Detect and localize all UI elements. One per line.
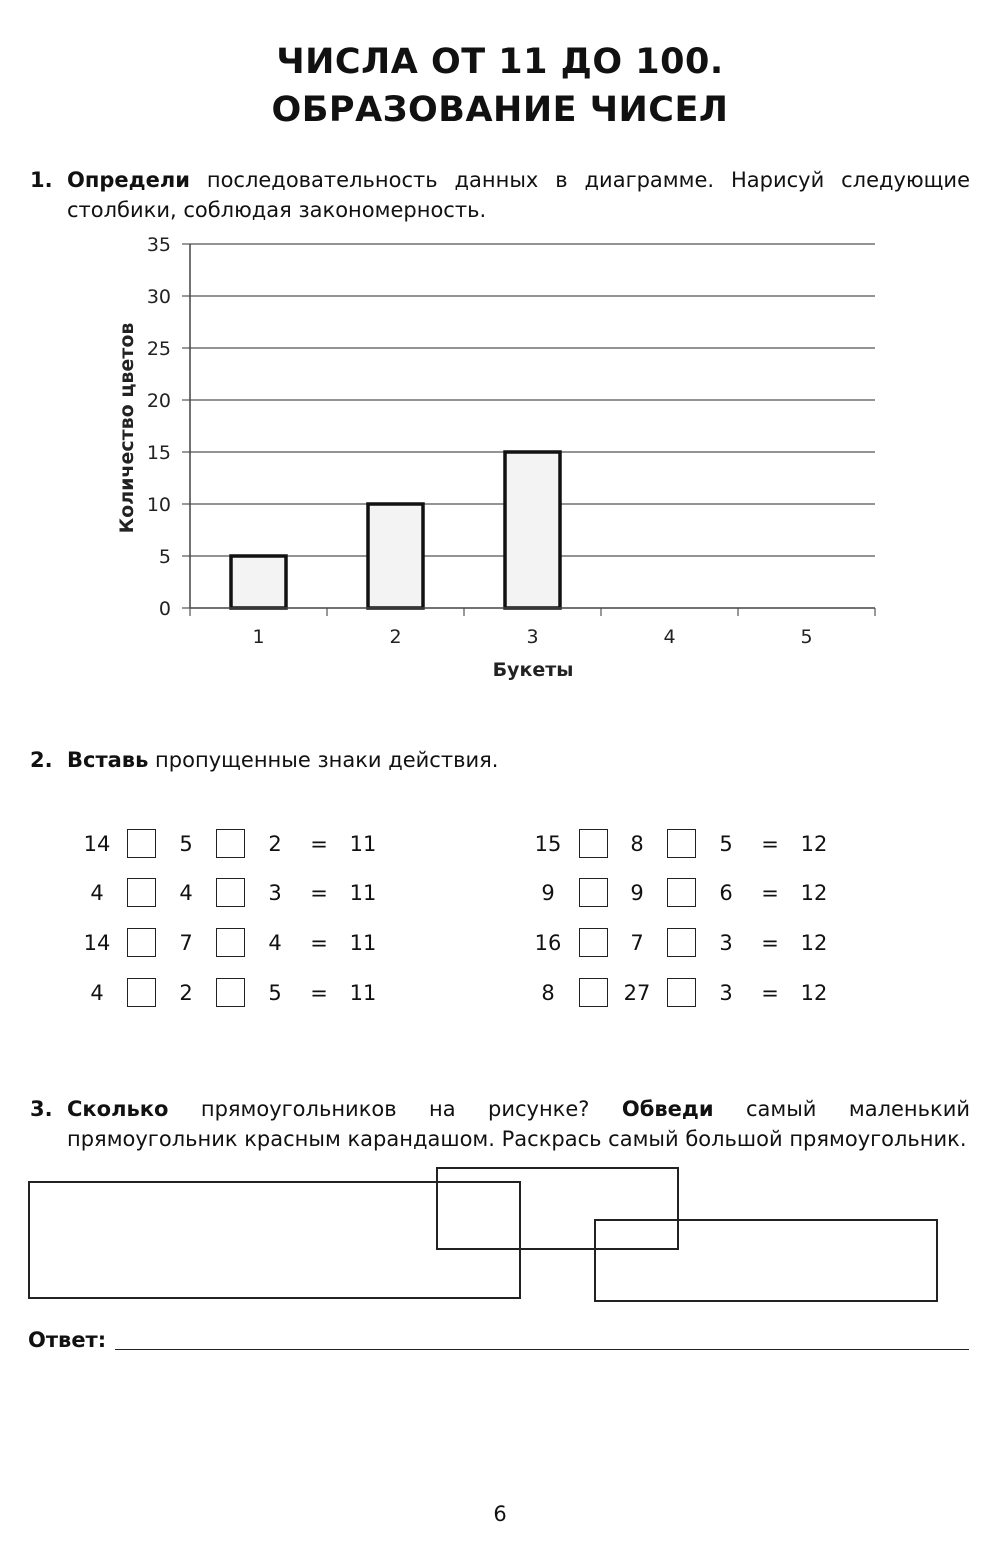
operand-a: 8 bbox=[541, 981, 555, 1005]
operand-a: 14 bbox=[83, 931, 111, 955]
operator-blank-1[interactable] bbox=[579, 978, 608, 1007]
x-tick-label: 4 bbox=[663, 626, 676, 648]
y-tick-label: 0 bbox=[158, 598, 171, 620]
task-1-instructions: последовательность данных в диаграмме. Нарисуй следующие столбики, соблюдая закономерность. bbox=[67, 168, 970, 222]
equals-sign: = bbox=[310, 832, 328, 856]
operator-blank-2[interactable] bbox=[216, 829, 245, 858]
y-tick-label: 25 bbox=[146, 338, 171, 360]
operand-a: 14 bbox=[83, 832, 111, 856]
equals-sign: = bbox=[310, 981, 328, 1005]
answer-line[interactable] bbox=[115, 1349, 969, 1350]
chart-y-tick-labels bbox=[147, 234, 171, 620]
operand-c: 4 bbox=[268, 931, 282, 955]
equals-sign: = bbox=[310, 931, 328, 955]
operator-blank-2[interactable] bbox=[667, 878, 696, 907]
equals-sign: = bbox=[761, 931, 779, 955]
task-2-instructions: пропущенные знаки действия. bbox=[148, 748, 499, 772]
operand-b: 4 bbox=[179, 881, 193, 905]
operator-blank-1[interactable] bbox=[127, 829, 156, 858]
operand-b: 27 bbox=[623, 981, 651, 1005]
operator-blank-1[interactable] bbox=[127, 928, 156, 957]
y-tick-label: 20 bbox=[146, 390, 171, 412]
equals-sign: = bbox=[761, 881, 779, 905]
y-tick-label: 15 bbox=[146, 442, 171, 464]
operator-blank-1[interactable] bbox=[579, 878, 608, 907]
result: 11 bbox=[349, 881, 377, 905]
task-3-verb-1: Сколько bbox=[67, 1097, 169, 1121]
result: 12 bbox=[800, 931, 828, 955]
operator-blank-2[interactable] bbox=[216, 878, 245, 907]
operand-c: 3 bbox=[719, 931, 733, 955]
y-tick-label: 10 bbox=[146, 494, 171, 516]
task-3-text bbox=[67, 1094, 970, 1154]
operand-b: 9 bbox=[630, 881, 644, 905]
equals-sign: = bbox=[310, 881, 328, 905]
operand-c: 2 bbox=[268, 832, 282, 856]
operand-b: 7 bbox=[630, 931, 644, 955]
operator-blank-2[interactable] bbox=[667, 928, 696, 957]
operand-b: 5 bbox=[179, 832, 193, 856]
operand-c: 3 bbox=[268, 881, 282, 905]
y-tick-label: 35 bbox=[146, 234, 171, 256]
operand-a: 4 bbox=[90, 881, 104, 905]
task-2-verb: Вставь bbox=[67, 748, 149, 772]
task-1-number: 1. bbox=[30, 168, 53, 192]
chart-y-axis-label: Количество цветов bbox=[116, 322, 138, 534]
chart-bars bbox=[231, 452, 560, 608]
chart-x-axis-label: Букеты bbox=[492, 659, 574, 681]
task-3-verb-2: Обведи bbox=[621, 1097, 714, 1121]
x-tick-label: 1 bbox=[252, 626, 265, 648]
task-2-text bbox=[67, 745, 970, 775]
operand-c: 6 bbox=[719, 881, 733, 905]
equals-sign: = bbox=[761, 832, 779, 856]
bar-3 bbox=[505, 452, 560, 608]
rectangle-right[interactable] bbox=[594, 1219, 938, 1302]
operand-b: 2 bbox=[179, 981, 193, 1005]
task-3-question: прямоугольников на рисунке? bbox=[168, 1097, 622, 1121]
result: 11 bbox=[349, 832, 377, 856]
answer-label: Ответ: bbox=[28, 1328, 107, 1352]
operator-blank-1[interactable] bbox=[579, 829, 608, 858]
operand-a: 9 bbox=[541, 881, 555, 905]
result: 12 bbox=[800, 881, 828, 905]
task-3-number: 3. bbox=[30, 1097, 53, 1121]
operator-blank-2[interactable] bbox=[216, 928, 245, 957]
bar-chart bbox=[0, 0, 1000, 700]
operator-blank-1[interactable] bbox=[127, 978, 156, 1007]
operand-b: 8 bbox=[630, 832, 644, 856]
y-tick-label: 5 bbox=[158, 546, 171, 568]
result: 12 bbox=[800, 832, 828, 856]
operator-blank-2[interactable] bbox=[667, 829, 696, 858]
page-title-line-2: ОБРАЗОВАНИЕ ЧИСЕЛ bbox=[271, 90, 729, 130]
result: 11 bbox=[349, 981, 377, 1005]
chart-x-tick-labels bbox=[252, 626, 812, 648]
x-tick-label: 3 bbox=[526, 626, 539, 648]
bar-2 bbox=[368, 504, 423, 608]
equals-sign: = bbox=[761, 981, 779, 1005]
operator-blank-1[interactable] bbox=[579, 928, 608, 957]
operator-blank-1[interactable] bbox=[127, 878, 156, 907]
task-2-number: 2. bbox=[30, 748, 53, 772]
operator-blank-2[interactable] bbox=[667, 978, 696, 1007]
page-title-line-1: ЧИСЛА ОТ 11 ДО 100. bbox=[276, 42, 724, 82]
task-2 bbox=[30, 745, 970, 775]
result: 12 bbox=[800, 981, 828, 1005]
operand-c: 3 bbox=[719, 981, 733, 1005]
operator-blank-2[interactable] bbox=[216, 978, 245, 1007]
page-number: 6 bbox=[493, 1502, 507, 1526]
x-tick-label: 2 bbox=[389, 626, 402, 648]
task-3 bbox=[30, 1094, 970, 1154]
task-3-instructions: самый маленький прямоугольник красным карандашом. Раскрась самый большой прямоугольник. bbox=[67, 1097, 970, 1151]
y-tick-label: 30 bbox=[146, 286, 171, 308]
operand-c: 5 bbox=[719, 832, 733, 856]
task-1-verb: Определи bbox=[67, 168, 190, 192]
operand-c: 5 bbox=[268, 981, 282, 1005]
operand-b: 7 bbox=[179, 931, 193, 955]
operand-a: 4 bbox=[90, 981, 104, 1005]
operand-a: 15 bbox=[534, 832, 562, 856]
x-tick-label: 5 bbox=[800, 626, 813, 648]
result: 11 bbox=[349, 931, 377, 955]
operand-a: 16 bbox=[534, 931, 562, 955]
bar-1 bbox=[231, 556, 286, 608]
